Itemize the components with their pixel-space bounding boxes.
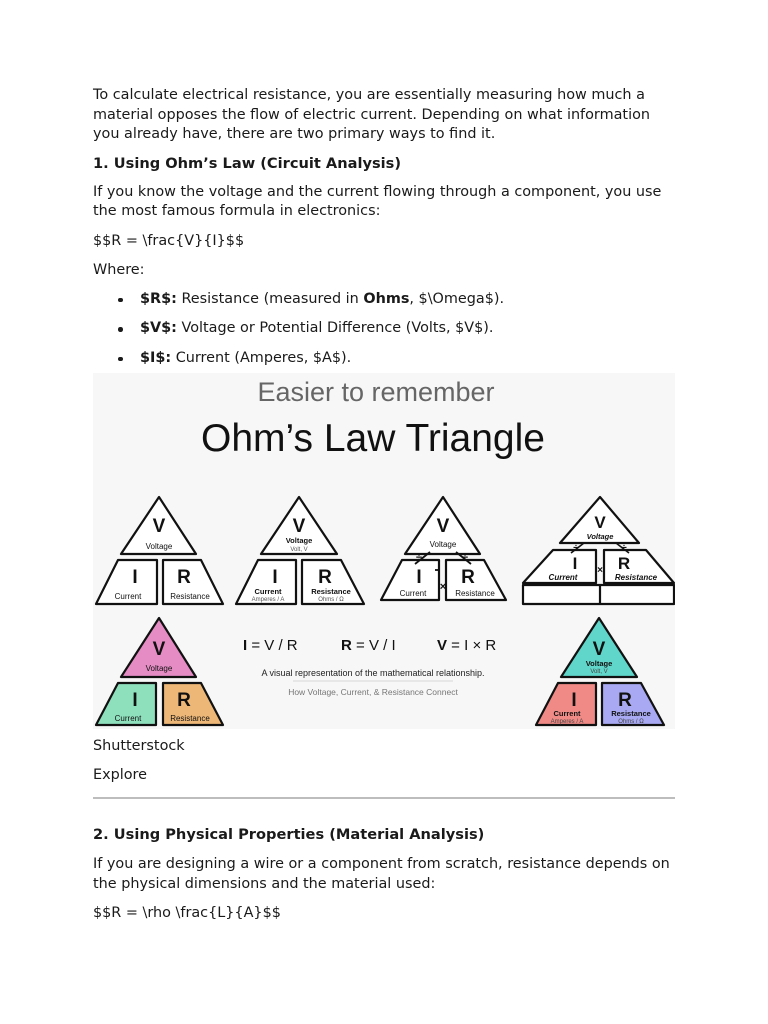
t1-r: R: [177, 567, 191, 588]
resistivity-formula: $$R = \rho \frac{L}{A}$$: [93, 905, 281, 921]
t1-current: Current: [114, 592, 142, 601]
t2-current: Current: [254, 587, 282, 596]
formula-resistance: R = V / I: [341, 637, 396, 654]
t5-i: I: [132, 690, 138, 711]
t4-r: R: [617, 554, 631, 573]
t5-r: R: [177, 690, 191, 711]
t5-voltage: Voltage: [145, 664, 173, 673]
triangle-4-base: [523, 585, 674, 604]
formula-current: I = V / R: [243, 637, 298, 654]
t6-amp-unit: Amperes / A: [550, 719, 584, 725]
section-divider: [93, 797, 675, 799]
t5-v: V: [152, 639, 166, 660]
t1-v: V: [152, 516, 166, 537]
t3-multiply: ×: [439, 581, 447, 593]
section-heading-ohms-law: 1. Using Ohm’s Law (Circuit Analysis): [93, 154, 402, 172]
t6-v: V: [592, 639, 606, 660]
t4-resistance: Resistance: [614, 573, 658, 582]
t4-current: Current: [548, 573, 578, 582]
t4-multiply: ×: [597, 565, 603, 576]
list-item-i: [140, 349, 675, 369]
t4-divide-left: ÷: [573, 543, 579, 554]
t4-v: V: [594, 513, 606, 532]
t6-volt-unit: Volt, V: [590, 669, 608, 675]
image-credit[interactable]: Shutterstock: [93, 738, 185, 754]
where-label: Where:: [93, 262, 145, 278]
item-r-post: , $\Omega$).: [409, 290, 505, 307]
physical-properties-paragraph: If you are designing a wire or a component from scratch, resistance depends on the physical dimensions and the material used:: [93, 856, 670, 892]
t6-r: R: [618, 690, 632, 711]
t3-divide-right: ÷: [461, 552, 469, 564]
t1-voltage: Voltage: [145, 542, 173, 551]
t2-amp-unit: Amperes / A: [251, 597, 285, 603]
formula-row: [243, 637, 496, 654]
t1-resistance: Resistance: [170, 592, 210, 601]
term-i: $I$:: [140, 349, 172, 366]
t5-current: Current: [114, 714, 142, 723]
formula-voltage: V = I × R: [437, 637, 497, 654]
t6-voltage: Voltage: [585, 659, 613, 668]
article-body: [93, 86, 675, 368]
t3-v: V: [436, 516, 450, 537]
ohms-law-paragraph: If you know the voltage and the current flowing through a component, you use the most famous formula in electronics:: [93, 183, 662, 219]
figure-caption: A visual representation of the mathematical relationship.: [261, 668, 485, 678]
t4-divide-right: ÷: [621, 543, 627, 554]
t2-i: I: [272, 567, 278, 588]
t3-voltage: Voltage: [429, 540, 457, 549]
intro-paragraph: To calculate electrical resistance, you are essentially measuring how much a material opposes the flow of electric current. Depending on what information you already have, there are two primary ways to find it.: [93, 87, 650, 142]
term-v: $V$:: [140, 320, 177, 336]
term-r: $R$:: [140, 290, 177, 307]
section-heading-physical-properties: 2. Using Physical Properties (Material Analysis): [93, 826, 485, 843]
t4-voltage: Voltage: [586, 532, 614, 541]
t2-v: V: [292, 516, 306, 537]
t3-divide-left: ÷: [415, 552, 423, 564]
item-i-text: Current (Amperes, $A$).: [171, 349, 352, 366]
t3-current: Current: [399, 589, 427, 598]
figure-subcaption: How Voltage, Current, & Resistance Connect: [288, 687, 458, 697]
t2-ohm-unit: Ohms / Ω: [318, 597, 344, 603]
t3-resistance: Resistance: [455, 589, 495, 598]
figure-canvas: [93, 373, 675, 729]
figure-title: Ohm’s Law Triangle: [201, 417, 545, 460]
t3-i: I: [416, 567, 422, 588]
item-r-bold: Ohms: [363, 290, 410, 307]
t3-r: R: [461, 567, 475, 588]
list-item-r: [140, 290, 675, 310]
t6-current: Current: [553, 709, 581, 718]
ohms-law-triangle-image: [93, 373, 675, 729]
figure-kicker: Easier to remember: [257, 377, 495, 407]
t6-ohm-unit: Ohms / Ω: [618, 719, 644, 725]
t1-i: I: [132, 567, 138, 588]
t5-resistance: Resistance: [170, 714, 210, 723]
t2-resistance: Resistance: [311, 587, 351, 596]
explore-link[interactable]: Explore: [93, 767, 147, 783]
t6-i: I: [571, 690, 577, 711]
ohms-law-formula: $$R = \frac{V}{I}$$: [93, 232, 245, 249]
t2-r: R: [318, 567, 332, 588]
list-item-v: [140, 319, 675, 339]
t2-volt-unit: Volt, V: [290, 547, 308, 553]
item-r-pre: Resistance (measured in: [176, 290, 364, 307]
t4-i: I: [572, 554, 578, 573]
t2-voltage: Voltage: [285, 536, 313, 545]
item-v-text: Voltage or Potential Difference (Volts, $V$).: [176, 320, 494, 336]
variable-list: [93, 290, 675, 369]
t6-resistance: Resistance: [611, 709, 651, 718]
